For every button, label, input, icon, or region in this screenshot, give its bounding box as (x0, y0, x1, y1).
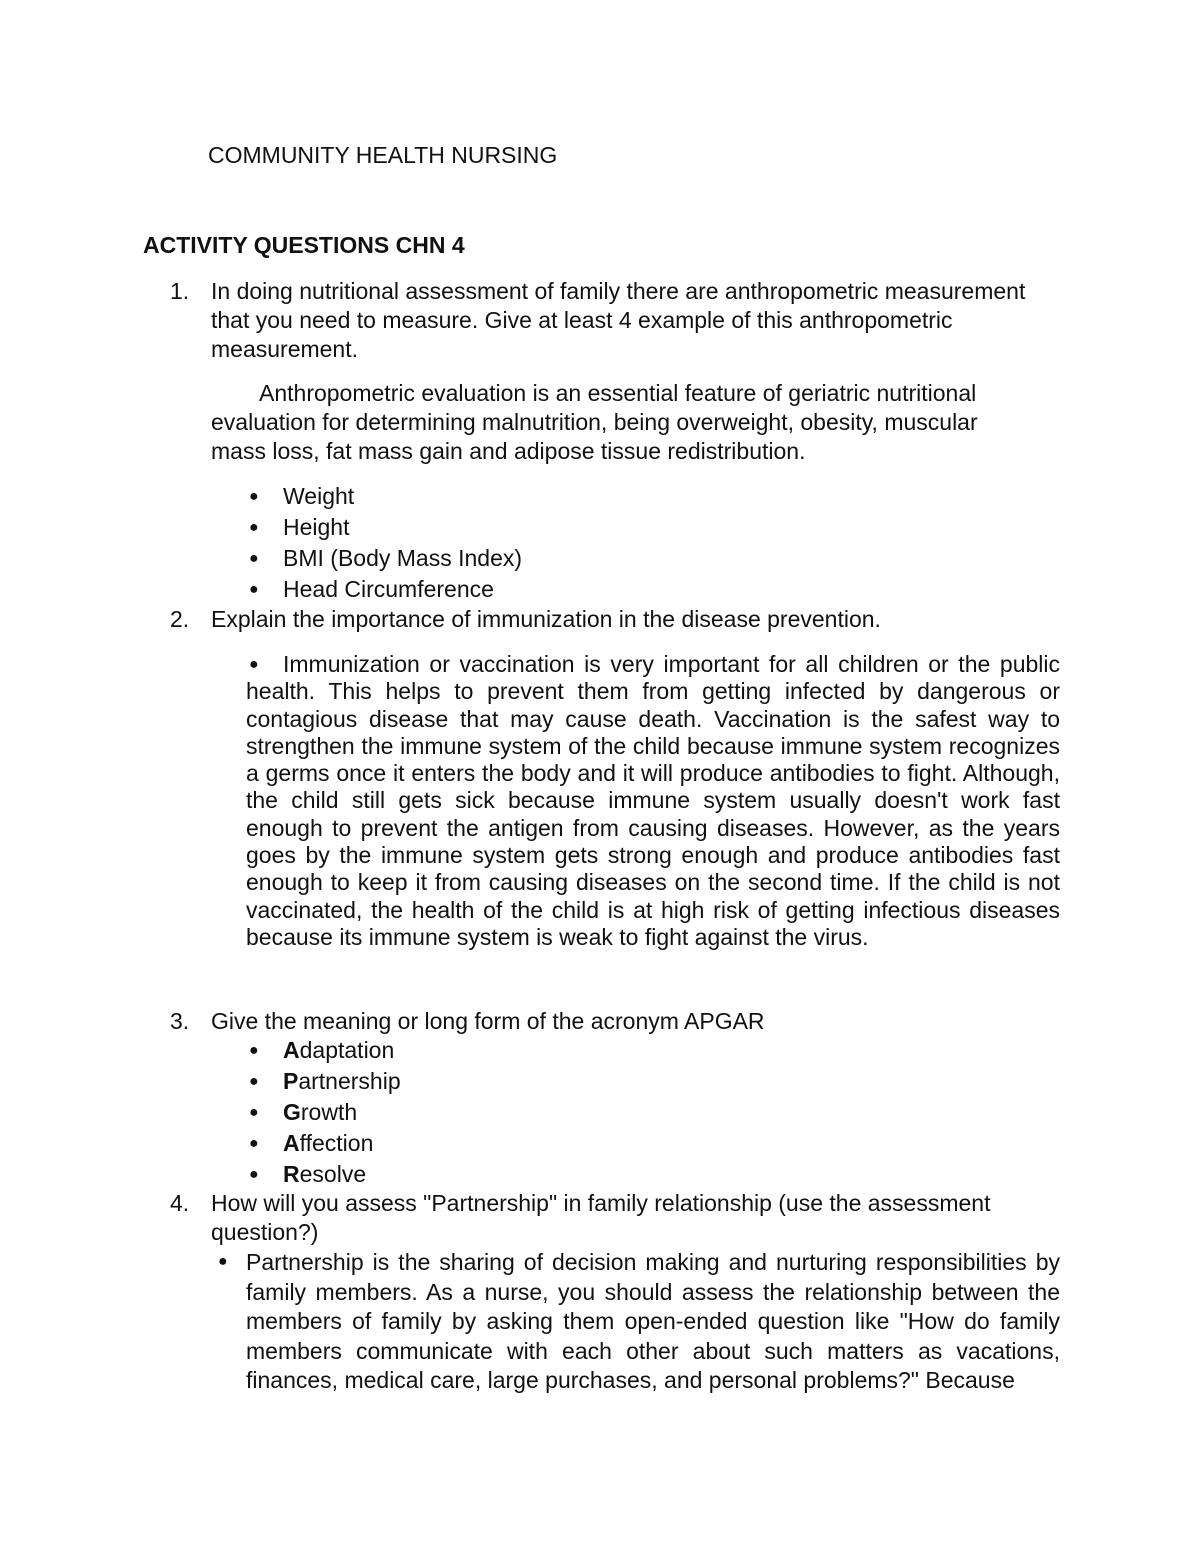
list-item: ● Weight (0, 481, 522, 512)
bullet-icon: ● (249, 1104, 259, 1121)
question-4-number: 4. (170, 1190, 190, 1216)
question-2-number: 2. (170, 606, 190, 632)
list-item: ● Head Circumference (0, 574, 522, 605)
question-1-answer: Anthropometric evaluation is an essential feature of geriatric nutritional evaluation for determining malnutrition, being overweight, obesity, muscular mass loss, fat mass gain and adipose tissue redistribution. (211, 380, 978, 464)
bullet-icon: ● (249, 581, 259, 598)
list-item: ● Resolve (0, 1159, 401, 1190)
bullet-icon: ● (218, 1253, 228, 1270)
bullet-icon: ● (249, 1073, 259, 1090)
question-4-answer-text: Partnership is the sharing of decision making and nurturing responsibilities by family members. As a nurse, you should assess the relationship between the members of family by asking them open-ended question like "How do family members communicate with each other about such matters as vacations, finances, medical care, large purchases, and personal problems?" Because (246, 1249, 1060, 1393)
activity-heading: ACTIVITY QUESTIONS CHN 4 (143, 232, 465, 258)
bullet-icon: ● (249, 1042, 259, 1059)
question-1-text: In doing nutritional assessment of family there are anthropometric measurement that you need to measure. Give at least 4 example of this anthropometric measurement. (211, 278, 1026, 362)
bullet-icon: ● (249, 1135, 259, 1152)
list-item: ● Growth (0, 1097, 401, 1128)
bullet-icon: ● (249, 1166, 259, 1183)
question-2-answer-text: Immunization or vaccination is very important for all children or the public health. This helps to prevent them from getting infected by dangerous or contagious disease that may cause death. Vaccination is the safest way to strengthen the immune system of the child because immune system recognizes a germs once it enters the body and it will produce antibodies to fight. Although, the child still gets sick because immune system usually doesn't work fast enough to prevent the antigen from causing diseases. However, as the years goes by the immune system gets strong enough and produce antibodies fast enough to keep it from causing diseases on the second time. If the child is not vaccinated, the health of the child is at high risk of getting infectious diseases because its immune system is weak to fight against the virus. (246, 651, 1060, 950)
list-item: ● Adaptation (0, 1035, 401, 1066)
question-1-list (0, 481, 522, 605)
list-item: ● BMI (Body Mass Index) (0, 543, 522, 574)
question-3-list (0, 1035, 401, 1190)
document-title: COMMUNITY HEALTH NURSING (208, 142, 558, 168)
question-1-number: 1. (170, 278, 190, 304)
bullet-icon: ● (249, 488, 259, 505)
question-3-number: 3. (170, 1008, 190, 1034)
question-2-text: Explain the importance of immunization in the disease prevention. (211, 606, 881, 632)
list-item: ● Height (0, 512, 522, 543)
bullet-icon: ● (249, 656, 259, 673)
question-4-text: How will you assess "Partnership" in family relationship (use the assessment question?) (211, 1190, 991, 1245)
list-item: ● Affection (0, 1128, 401, 1159)
list-item: ● Partnership (0, 1066, 401, 1097)
bullet-icon: ● (249, 519, 259, 536)
question-3-text: Give the meaning or long form of the acronym APGAR (211, 1008, 765, 1034)
bullet-icon: ● (249, 550, 259, 567)
